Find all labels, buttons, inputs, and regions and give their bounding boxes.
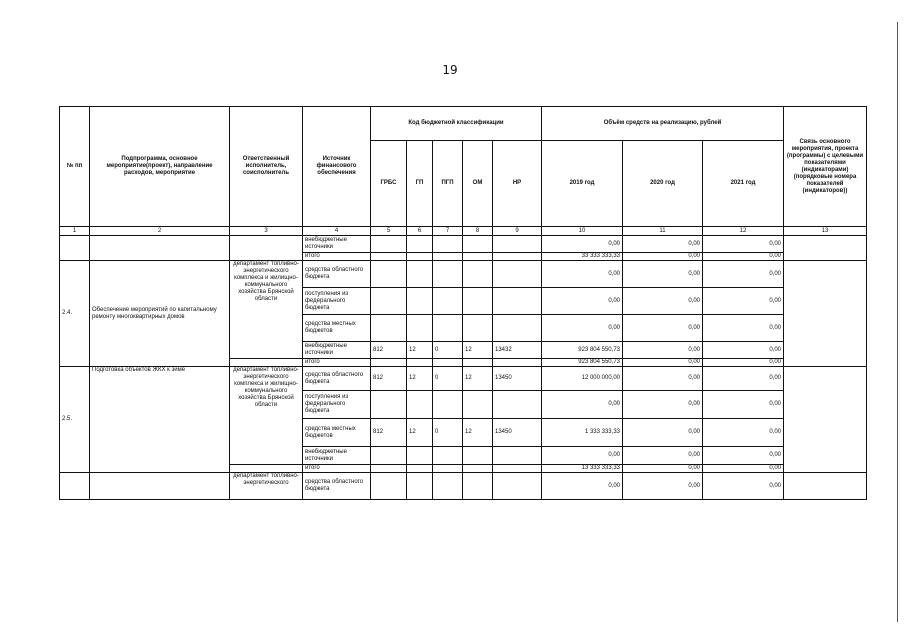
amount-2019: 0,00	[542, 288, 623, 315]
header-nr: НР	[493, 141, 542, 227]
amount-2019: 923 804 550,73	[542, 342, 623, 359]
amount-2019: 0,00	[542, 315, 623, 342]
amount-2019: 12 000 000,00	[542, 367, 623, 391]
col-number: 1	[60, 227, 90, 236]
item-name: Подготовка объектов ЖКХ к зиме	[90, 367, 230, 473]
header-indicators: Связь основного мероприятия, проекта (программы) с целевыми показателями (индикаторами) (порядковые номера показателей (индикаторов))	[784, 107, 867, 227]
total-2020: 0,00	[623, 359, 703, 367]
header-2019: 2019 год	[542, 141, 623, 227]
header-num: № пп	[60, 107, 90, 227]
total-2019: 923 804 550,73	[542, 359, 623, 367]
header-gp: ГП	[407, 141, 433, 227]
col-number: 3	[230, 227, 303, 236]
amount-2021: 0,00	[703, 447, 784, 465]
header-source: Источник финансового обеспечения	[303, 107, 371, 227]
header-executor: Ответственный исполнитель, соисполнитель	[230, 107, 303, 227]
amount-2019: 1 333 333,33	[542, 419, 623, 447]
amount-2020: 0,00	[623, 342, 703, 359]
col-number: 5	[371, 227, 407, 236]
table-row	[60, 367, 867, 391]
amount-2019: 0,00	[542, 261, 623, 288]
source-cell: поступления из федерального бюджета	[303, 288, 371, 315]
total-2021: 0,00	[703, 253, 784, 261]
total-2021: 0,00	[703, 359, 784, 367]
source-cell: внебюджетные источники	[303, 342, 371, 359]
col-number: 11	[623, 227, 703, 236]
scan-edge-line	[897, 22, 898, 622]
amount-2021: 0,00	[703, 342, 784, 359]
page-number: 19	[442, 63, 458, 77]
amount-2020: 0,00	[623, 315, 703, 342]
code-grbs: 812	[371, 419, 407, 447]
source-cell: итого	[303, 465, 371, 473]
code-om: 12	[463, 367, 493, 391]
header-grbs: ГРБС	[371, 141, 407, 227]
col-number: 8	[463, 227, 493, 236]
col-number: 2	[90, 227, 230, 236]
header-pgp: ПГП	[433, 141, 463, 227]
source-cell: итого	[303, 253, 371, 261]
source-cell: средства местных бюджетов	[303, 419, 371, 447]
amount-2019: 0,00	[542, 473, 623, 500]
code-nr: 13450	[493, 367, 542, 391]
code-pgp: 0	[433, 367, 463, 391]
amount-2021: 0,00	[703, 261, 784, 288]
amount-2020: 0,00	[623, 391, 703, 419]
source-cell: поступления из федерального бюджета	[303, 391, 371, 419]
header-funding: Объём средств на реализацию, рублей	[542, 107, 784, 141]
code-om: 12	[463, 342, 493, 359]
item-name: Обеспечение мероприятий по капитальному ремонту многоквартирных домов	[90, 261, 230, 367]
source-cell: итого	[303, 359, 371, 367]
code-nr: 13450	[493, 419, 542, 447]
code-gp: 12	[407, 419, 433, 447]
source-cell: средства местных бюджетов	[303, 315, 371, 342]
responsible-agency: департамент топливно-энергетического комплекса и жилищно-коммунального хозяйства Брянской области	[230, 261, 303, 359]
amount-2019: 0,00	[542, 447, 623, 465]
amount-2021: 0,00	[703, 367, 784, 391]
total-2019: 13 333 333,33	[542, 465, 623, 473]
item-number: 2.4.	[60, 261, 90, 367]
code-om: 12	[463, 419, 493, 447]
table-row	[60, 236, 867, 253]
col-number: 12	[703, 227, 784, 236]
responsible-agency: департамент топливно-энергетического	[230, 473, 303, 500]
amount-2020: 0,00	[623, 261, 703, 288]
col-number: 6	[407, 227, 433, 236]
amount-2020: 0,00	[623, 473, 703, 500]
col-number: 4	[303, 227, 371, 236]
item-number: 2.5.	[60, 367, 90, 473]
total-2020: 0,00	[623, 465, 703, 473]
amount-2021: 0,00	[703, 236, 784, 253]
total-2020: 0,00	[623, 253, 703, 261]
total-2019: 33 333 333,33	[542, 253, 623, 261]
code-grbs: 812	[371, 367, 407, 391]
amount-2020: 0,00	[623, 367, 703, 391]
table-row	[60, 261, 867, 288]
code-pgp: 0	[433, 419, 463, 447]
amount-2019: 0,00	[542, 236, 623, 253]
col-number: 9	[493, 227, 542, 236]
header-program: Подпрограмма, основное мероприятие(проект), направление расходов, мероприятие	[90, 107, 230, 227]
source-cell: внебюджетные источники	[303, 447, 371, 465]
header-2021: 2021 год	[703, 141, 784, 227]
amount-2020: 0,00	[623, 447, 703, 465]
responsible-agency: департамент топливно-энергетического комплекса и жилищно-коммунального хозяйства Брянской области	[230, 367, 303, 465]
table-row	[60, 473, 867, 500]
code-grbs: 812	[371, 342, 407, 359]
amount-2021: 0,00	[703, 391, 784, 419]
amount-2021: 0,00	[703, 288, 784, 315]
source-cell: средства областного бюджета	[303, 261, 371, 288]
amount-2020: 0,00	[623, 236, 703, 253]
header-budget-code: Код бюджетной классификации	[371, 107, 542, 141]
code-nr: 13432	[493, 342, 542, 359]
amount-2020: 0,00	[623, 288, 703, 315]
column-numbers-row	[60, 227, 867, 236]
code-gp: 12	[407, 342, 433, 359]
total-2021: 0,00	[703, 465, 784, 473]
source-cell: средства областного бюджета	[303, 367, 371, 391]
code-pgp: 0	[433, 342, 463, 359]
budget-table	[59, 106, 867, 500]
header-om: ОМ	[463, 141, 493, 227]
source-cell: внебюджетные источники	[303, 236, 371, 253]
amount-2019: 0,00	[542, 391, 623, 419]
amount-2020: 0,00	[623, 419, 703, 447]
code-gp: 12	[407, 367, 433, 391]
amount-2021: 0,00	[703, 315, 784, 342]
header-2020: 2020 год	[623, 141, 703, 227]
amount-2021: 0,00	[703, 473, 784, 500]
source-cell: средства областного бюджета	[303, 473, 371, 500]
col-number: 7	[433, 227, 463, 236]
amount-2021: 0,00	[703, 419, 784, 447]
col-number: 13	[784, 227, 867, 236]
col-number: 10	[542, 227, 623, 236]
